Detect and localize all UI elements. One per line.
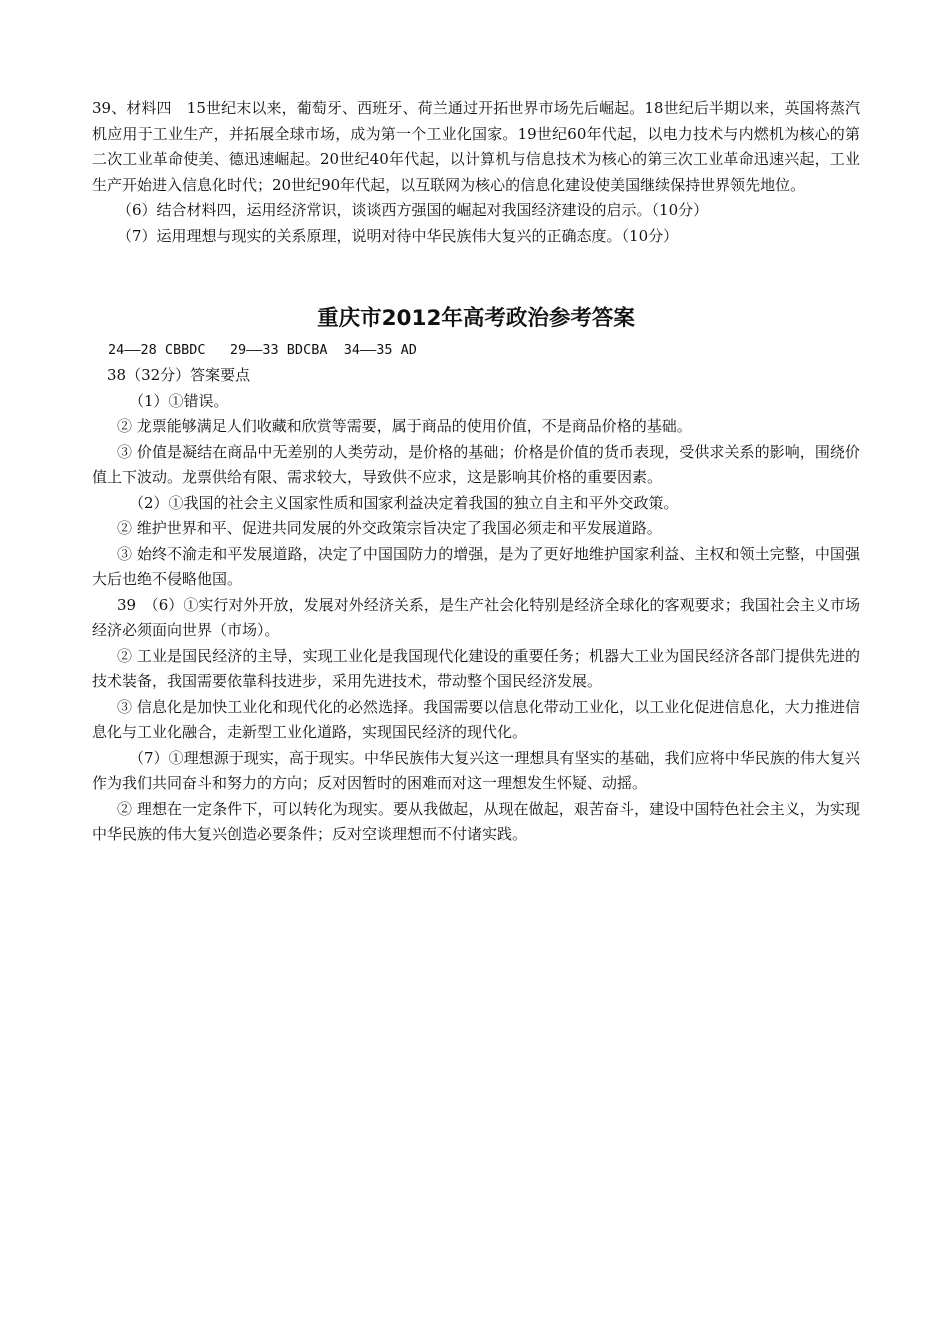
q39-part6-point1: 39 （6）①实行对外开放，发展对外经济关系，是生产社会化特别是经济全球化的客观要求；我国社会主义市场经济必须面向世界（市场）。 (92, 595, 860, 639)
material-four-paragraph: 39、材料四 15世纪末以来，葡萄牙、西班牙、荷兰通过开拓世界市场先后崛起。18世纪后半期以来，英国将蒸汽机应用于工业生产，并拓展全球市场，成为第一个工业化国家。19世纪60年代起，以电力技术与内燃机为核心的第二次工业革命使美、德迅速崛起。20世纪40年代起，以计算机与信息技术为核心的第三次工业革命迅速兴起，工业生产开始进入信息化时代；20世纪90年代起，以互联网为核心的信息化建设使美国继续保持世界领先地位。 (92, 99, 860, 194)
q38-heading: 38（32分）答案要点 (107, 366, 251, 384)
q39-part6-point3: ③ 信息化是加快工业化和现代化的必然选择。我国需要以信息化带动工业化，以工业化促进信息化，大力推进信息化与工业化融合，走新型工业化道路，实现国民经济的现代化。 (92, 697, 860, 741)
q38-part1-point3: ③ 价值是凝结在商品中无差别的人类劳动，是价格的基础；价格是价值的货币表现，受供求关系的影响，围绕价值上下波动。龙票供给有限、需求较大，导致供不应求，这是影响其价格的重要因素。 (92, 442, 860, 486)
choice-answers: 24——28 CBBDC 29——33 BDCBA 34——35 AD (108, 342, 417, 358)
q39-part6-point2: ② 工业是国民经济的主导，实现工业化是我国现代化建设的重要任务；机器大工业为国民经济各部门提供先进的技术装备，我国需要依靠科技进步，采用先进技术，带动整个国民经济发展。 (92, 646, 860, 690)
q39-part7-point1: （7）①理想源于现实，高于现实。中华民族伟大复兴这一理想具有坚实的基础，我们应将中华民族的伟大复兴作为我们共同奋斗和努力的方向；反对因暂时的困难而对这一理想发生怀疑、动摇。 (92, 748, 860, 792)
q38-part2-point3: ③ 始终不渝走和平发展道路，决定了中国国防力的增强，是为了更好地维护国家利益、主权和领土完整，中国强大后也绝不侵略他国。 (92, 544, 860, 588)
q38-part1-point2: ② 龙票能够满足人们收藏和欣赏等需要，属于商品的使用价值，不是商品价格的基础。 (117, 417, 692, 435)
document-page (92, 96, 860, 848)
q38-part1-point1: （1）①错误。 (129, 391, 229, 410)
question-7: （7）运用理想与现实的关系原理，说明对待中华民族伟大复兴的正确态度。（10分） (117, 226, 679, 245)
q38-part2-point2: ② 维护世界和平、促进共同发展的外交政策宗旨决定了我国必须走和平发展道路。 (117, 519, 662, 537)
question-6: （6）结合材料四，运用经济常识，谈谈西方强国的崛起对我国经济建设的启示。（10分） (117, 201, 709, 219)
q39-part7-point2: ② 理想在一定条件下，可以转化为现实。要从我做起，从现在做起，艰苦奋斗，建设中国特色社会主义，为实现中华民族的伟大复兴创造必要条件；反对空谈理想而不付诸实践。 (92, 799, 860, 843)
answer-title: 重庆市2012年高考政治参考答案 (317, 306, 635, 331)
q38-part2-point1: （2）①我国的社会主义国家性质和国家利益决定着我国的独立自主和平外交政策。 (129, 493, 679, 512)
